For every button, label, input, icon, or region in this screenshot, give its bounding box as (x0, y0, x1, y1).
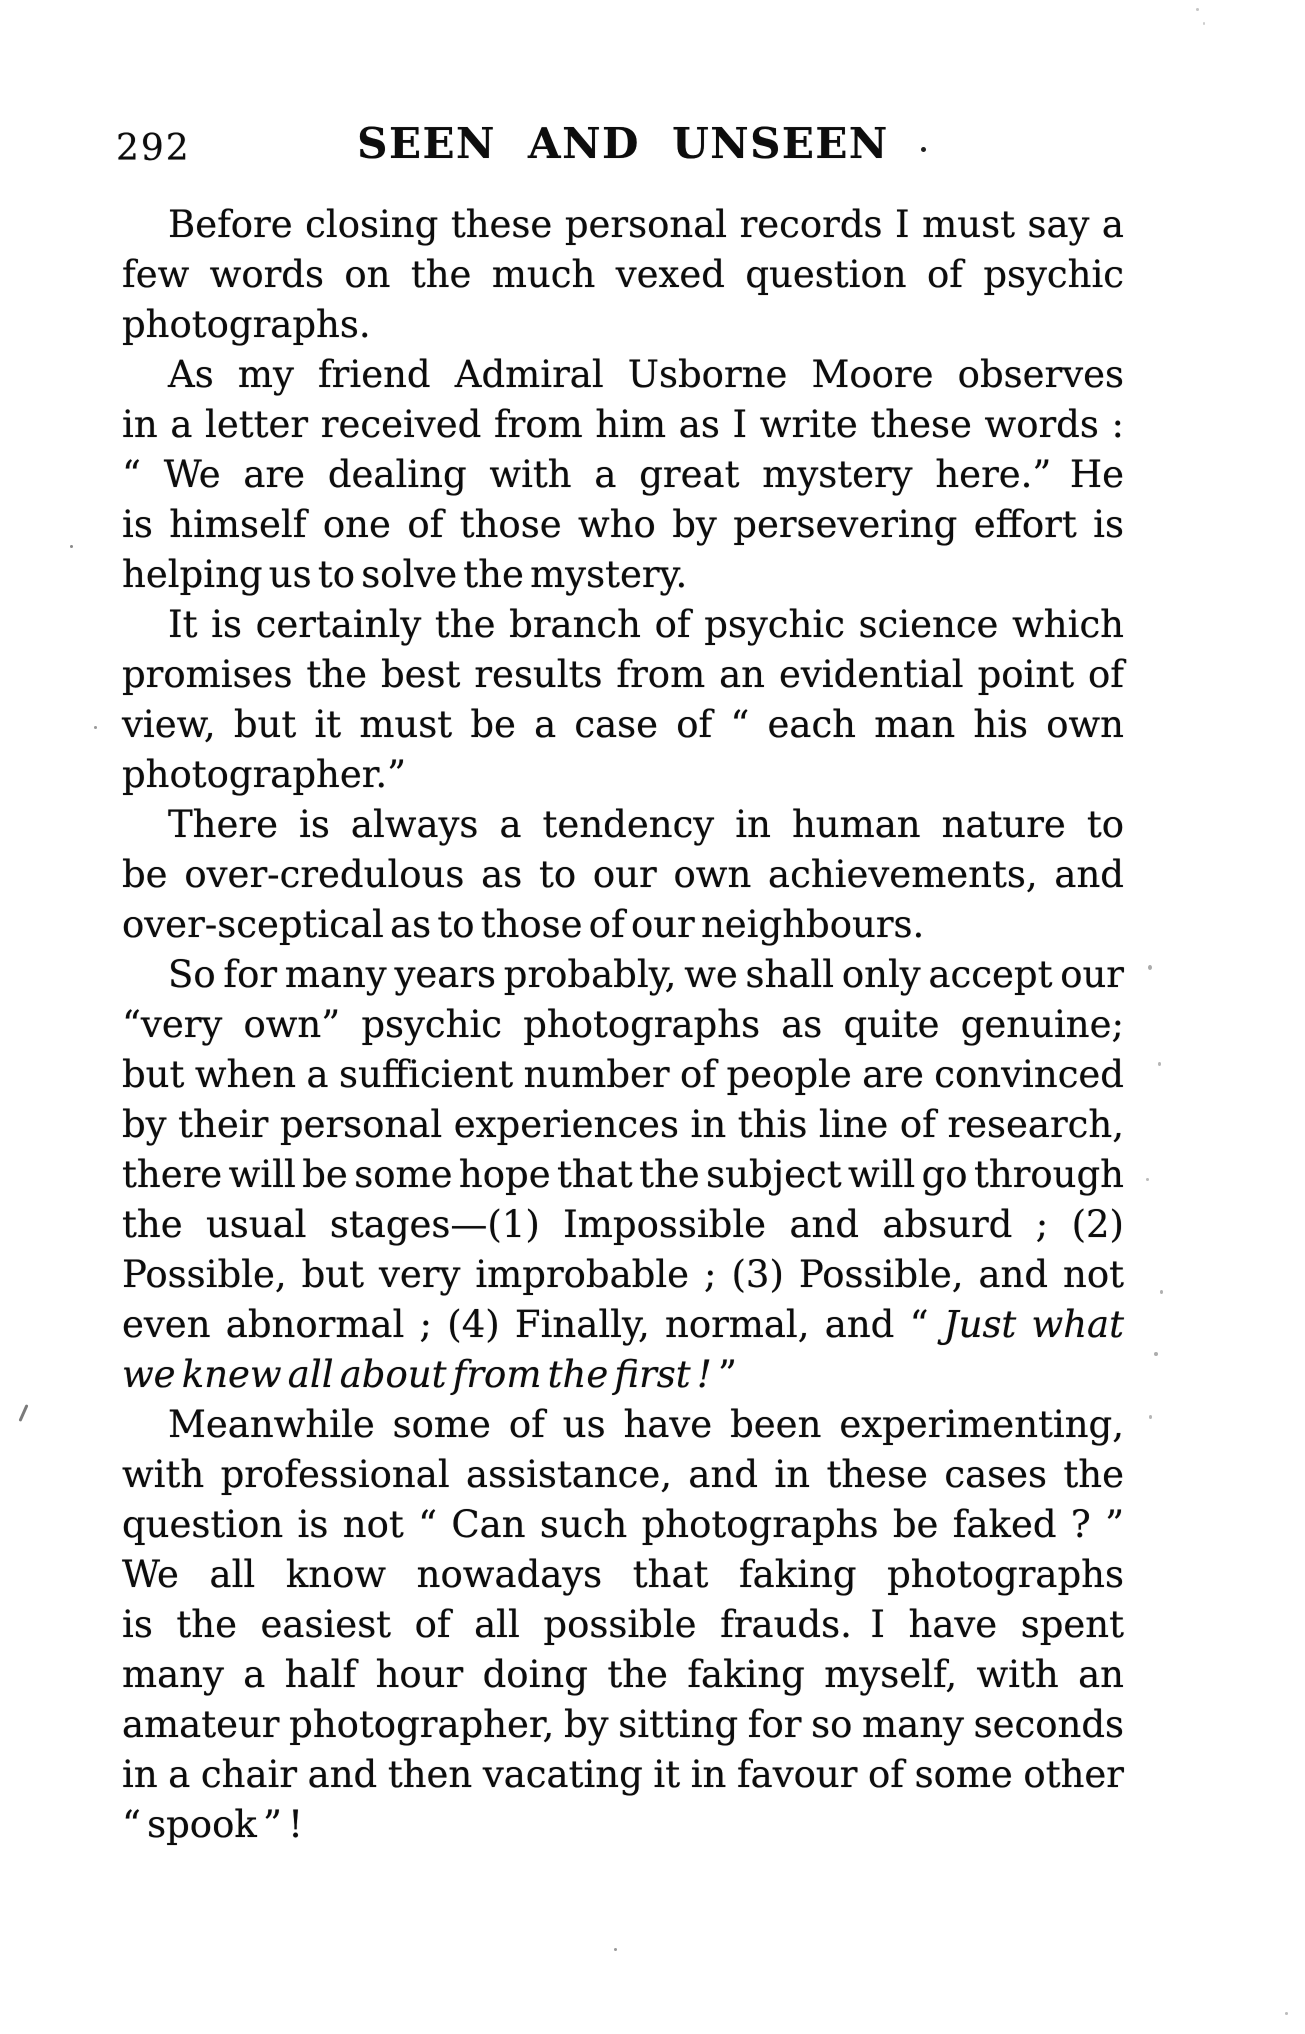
text-segment: promises the best results from an evidential point of (122, 653, 1124, 696)
text-line (122, 1650, 1124, 1700)
text-line (122, 600, 1124, 650)
page-header (116, 0, 1124, 180)
text-segment: “ spook ” ! (122, 1803, 303, 1846)
page-number: 292 (116, 128, 191, 169)
text-line (122, 850, 1124, 900)
text-segment: even abnormal ; (4) Finally, normal, and “ (122, 1303, 944, 1346)
text-segment: photographs. (122, 303, 371, 346)
text-segment: the usual stages—(1) Impossible and absurd ; (2) (122, 1203, 1124, 1246)
text-segment: Possible, but very improbable ; (3) Possible, and not (122, 1253, 1124, 1296)
text-line (122, 1750, 1124, 1800)
text-line (122, 1300, 1124, 1350)
text-segment: It is certainly the branch of psychic science which (168, 603, 1124, 646)
text-segment: view, but it must be a case of “ each man his own (122, 703, 1124, 746)
text-line (122, 650, 1124, 700)
text-line (122, 350, 1124, 400)
text-line (122, 1200, 1124, 1250)
text-segment: There is always a tendency in human nature to (168, 803, 1124, 846)
text-segment: with professional assistance, and in these cases the (122, 1453, 1124, 1496)
text-segment: over-sceptical as to those of our neighbours. (122, 903, 925, 946)
ink-speck (70, 545, 73, 548)
ink-speck (614, 1948, 617, 1951)
text-line (122, 1150, 1124, 1200)
text-line (122, 800, 1124, 850)
ink-speck (1149, 1415, 1152, 1419)
text-segment: is himself one of those who by persevering effort is (122, 503, 1124, 546)
text-line (122, 1100, 1124, 1150)
text-segment: in a letter received from him as I write these words : (122, 403, 1124, 446)
text-segment: helping us to solve the mystery. (122, 553, 688, 596)
ink-speck (18, 1404, 28, 1422)
ink-speck (1146, 1178, 1149, 1181)
italic-text-segment: we knew all about from the first ! (122, 1353, 718, 1396)
text-segment: Before closing these personal records I must say a (168, 203, 1124, 246)
text-line (122, 1450, 1124, 1500)
text-line (122, 400, 1124, 450)
text-line (122, 750, 1124, 800)
ink-speck (94, 726, 97, 729)
text-segment: in a chair and then vacating it in favour of some other (122, 1753, 1124, 1796)
ink-speck (1285, 2012, 1288, 2015)
text-line (122, 1400, 1124, 1450)
text-line (122, 550, 1124, 600)
ink-speck (921, 147, 926, 152)
text-line (122, 1350, 1124, 1400)
text-segment: photographer.” (122, 753, 407, 796)
text-segment: “very own” psychic photographs as quite genuine; (122, 1003, 1124, 1046)
text-segment: but when a sufficient number of people are convinced (122, 1053, 1124, 1096)
text-segment: So for many years probably, we shall only accept our (168, 953, 1124, 996)
page-body (122, 200, 1124, 1850)
text-segment: ” (717, 1353, 737, 1396)
text-segment: question is not “ Can such photographs be faked ? ” (122, 1503, 1124, 1546)
text-line (122, 500, 1124, 550)
text-line (122, 1000, 1124, 1050)
text-line (122, 1800, 1124, 1850)
text-segment: many a half hour doing the faking myself, with an (122, 1653, 1124, 1696)
italic-text-segment: Just what (943, 1303, 1124, 1346)
text-line (122, 1550, 1124, 1600)
text-line (122, 700, 1124, 750)
text-segment: is the easiest of all possible frauds. I have spent (122, 1603, 1124, 1646)
text-line (122, 950, 1124, 1000)
text-line (122, 200, 1124, 250)
text-line (122, 1700, 1124, 1750)
text-line (122, 1500, 1124, 1550)
text-segment: by their personal experiences in this line of research, (122, 1103, 1124, 1146)
ink-speck (1148, 965, 1152, 970)
text-line (122, 900, 1124, 950)
text-segment: amateur photographer, by sitting for so many seconds (122, 1703, 1124, 1746)
running-header-title: SEEN AND UNSEEN (357, 119, 889, 168)
text-segment: “ We are dealing with a great mystery here.” He (122, 453, 1124, 496)
text-segment: We all know nowadays that faking photographs (122, 1553, 1124, 1596)
text-segment: there will be some hope that the subject will go through (122, 1153, 1124, 1196)
ink-speck (1196, 8, 1199, 11)
text-line (122, 300, 1124, 350)
text-line (122, 1050, 1124, 1100)
text-line (122, 250, 1124, 300)
text-segment: be over-credulous as to our own achievements, and (122, 853, 1124, 896)
text-segment: few words on the much vexed question of psychic (122, 253, 1124, 296)
text-line (122, 1250, 1124, 1300)
text-line (122, 450, 1124, 500)
text-segment: As my friend Admiral Usborne Moore observes (168, 353, 1124, 396)
ink-speck (1154, 1352, 1158, 1356)
ink-speck (1158, 1062, 1161, 1066)
ink-speck (1203, 22, 1205, 25)
ink-speck (1160, 1290, 1163, 1294)
text-segment: Meanwhile some of us have been experimenting, (168, 1403, 1124, 1446)
text-line (122, 1600, 1124, 1650)
